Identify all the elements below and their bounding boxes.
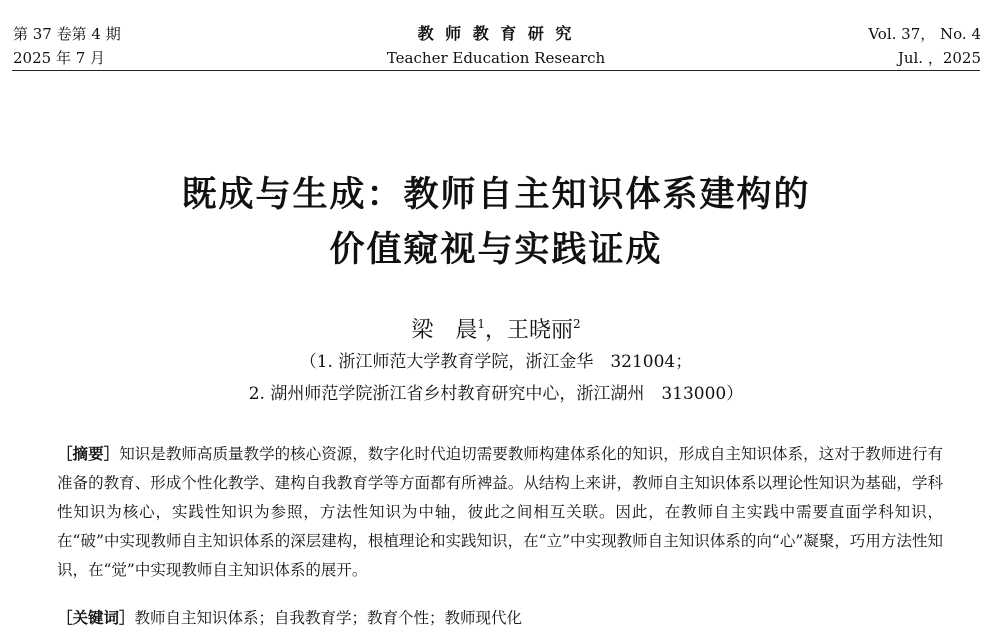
- keywords: [57, 604, 943, 633]
- title-line-2: 价值窥视与实践证成: [329, 230, 663, 270]
- abstract-label: ［摘要］: [57, 445, 120, 463]
- author-1: 梁 晨: [411, 318, 478, 343]
- title-line-1: 既成与生成：教师自主知识体系建构的: [181, 175, 811, 215]
- journal-name: [0, 22, 992, 70]
- author-2-affil-mark: 2: [573, 317, 581, 331]
- abstract-text: 知识是教师高质量教学的核心资源，数字化时代迫切需要教师构建体系化的知识，形成自主知识体系，这对于教师进行有准备的教育、形成个性化教学、建构自我教育学等方面都有所裨益。从结构上来讲，教师自主知识体系以理论性知识为基础，学科性知识为核心，实践性知识为参照，方法性知识为中轴，彼此之间相互关联。因此，在教师自主实践中需要直面学科知识，在“破”中实现教师自主知识体系的深层建构，根植理论和实践知识，在“立”中实现教师自主知识体系的向“心”凝聚，巧用方法性知识，在“觉”中实现教师自主知识体系的展开。: [57, 445, 943, 579]
- issue-info-en: [868, 22, 981, 70]
- volume-issue-en: Vol. 37， No. 4: [868, 25, 981, 43]
- abstract: [57, 440, 943, 585]
- keywords-text: 教师自主知识体系；自我教育学；教育个性；教师现代化: [134, 609, 523, 627]
- affiliation-1: （1. 浙江师范大学教育学院，浙江金华 321004；: [299, 352, 693, 372]
- author-2: 王晓丽: [507, 318, 574, 343]
- article-title: [0, 168, 992, 278]
- date-cn: 2025 年 7 月: [13, 49, 106, 67]
- date-en: Jul. ，2025: [897, 49, 981, 67]
- author-1-affil-mark: 1: [477, 317, 485, 331]
- journal-name-en: Teacher Education Research: [386, 49, 606, 67]
- author-list: [0, 308, 992, 347]
- volume-issue-cn: 第 37 卷第 4 期: [13, 25, 121, 43]
- journal-name-cn: 教 师 教 育 研 究: [417, 24, 575, 43]
- header-rule: [12, 70, 980, 71]
- author-separator: ，: [484, 318, 507, 343]
- affiliation-2: 2. 湖州师范学院浙江省乡村教育研究中心，浙江湖州 313000）: [248, 384, 744, 404]
- keywords-label: ［关键词］: [57, 609, 135, 627]
